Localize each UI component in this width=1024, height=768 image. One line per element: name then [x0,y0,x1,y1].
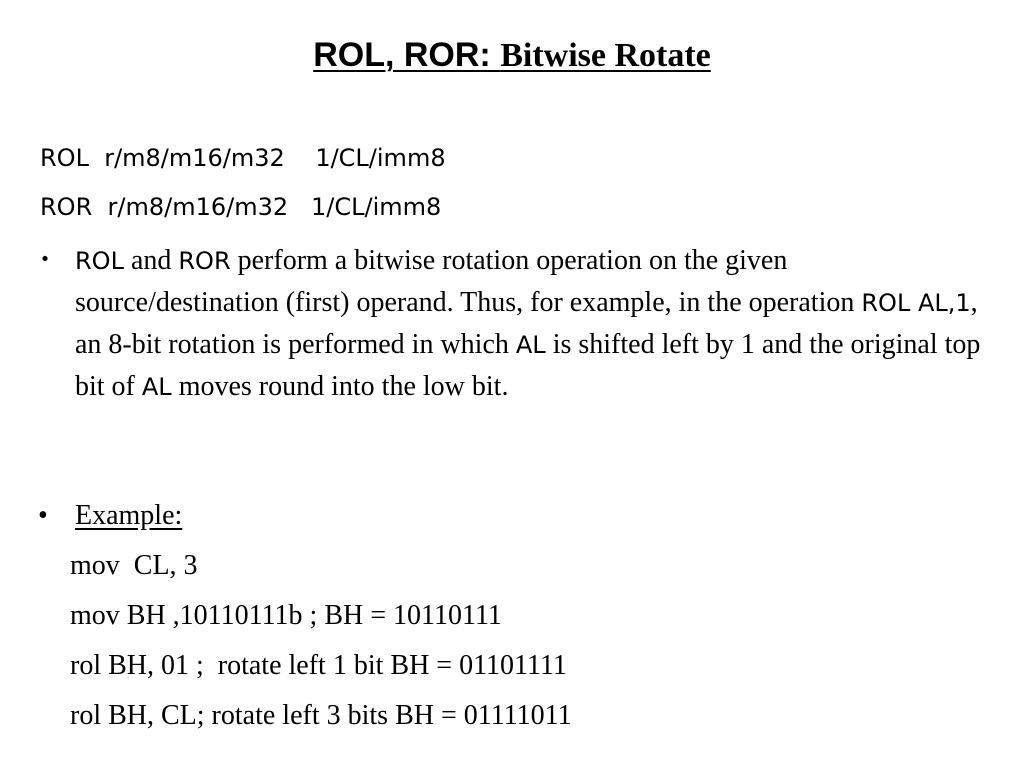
syntax-line-rol: ROL r/m8/m16/m32 1/CL/imm8 [40,144,446,172]
para-text: moves round into the low bit. [171,371,509,402]
register-al: AL [515,331,546,359]
code-line: rol BH, CL; rotate left 3 bits BH = 01111011 [70,700,572,731]
code-line: rol BH, 01 ; rotate left 1 bit BH = 01101111 [70,650,567,681]
title-mnemonics: ROL, ROR: [313,36,501,74]
description-paragraph [75,240,995,408]
title-text: Bitwise Rotate [500,37,711,74]
syntax-line-ror: ROR r/m8/m16/m32 1/CL/imm8 [40,193,442,221]
bullet-icon: • [38,500,48,531]
code-rol-al: ROL AL,1 [861,289,971,317]
bullet-small-icon: ･ [38,245,53,276]
para-text: and [123,245,179,276]
register-al: AL [141,373,172,401]
code-line: mov CL, 3 [70,550,198,581]
para-text: perform a bitwise rotation operation on the given source/destination (first) operand. Thus, for example, in the operation [75,245,862,318]
mnemonic-ror: ROR [178,247,231,275]
para-text: is shifted left by 1 and the original top bit of [75,329,981,402]
para-text: , an 8-bit rotation is performed in which [75,287,978,360]
mnemonic-rol: ROL [75,247,124,275]
example-label: Example: [75,500,183,531]
code-line: mov BH ,10110111b ; BH = 10110111 [70,600,502,631]
page-title [0,36,1024,75]
